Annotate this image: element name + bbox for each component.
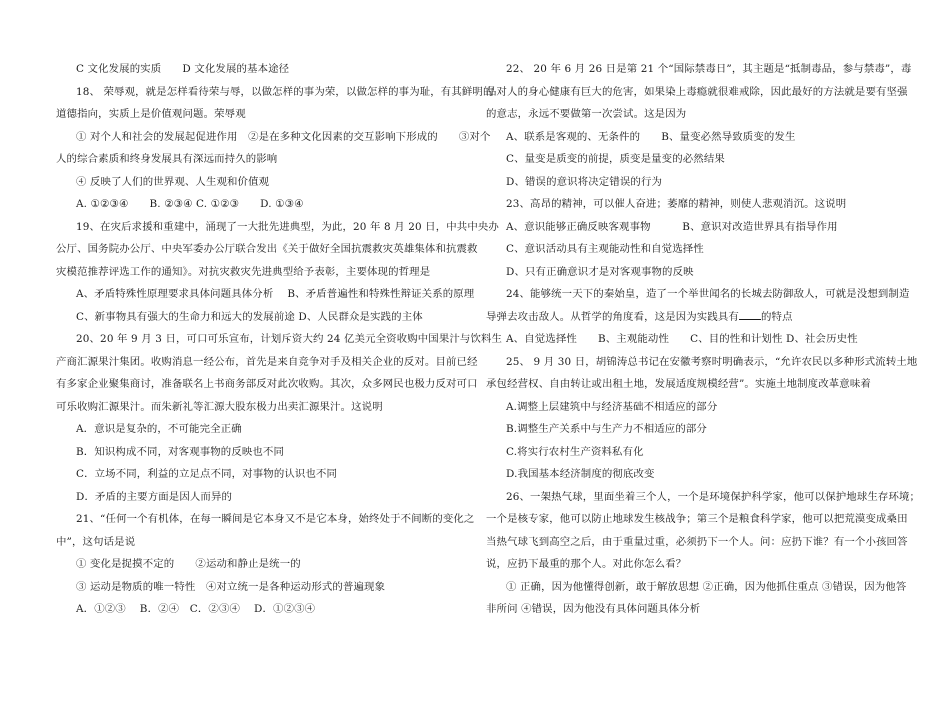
line-text: ① 对个人和社会的发展起促进作用 ②是在多种文化因素的交互影响下形成的 ③对个 [76,130,491,143]
line-text: C、意识活动具有主观能动性和自觉选择性 [506,243,704,255]
line-text: 中”，这句话是说 [56,535,136,548]
text-line [56,553,474,576]
line-text: A.调整上层建筑中与经济基础不相适应的部分 [506,400,718,413]
text-line [56,486,474,509]
line-text: ④ 反映了人们的世界观、人生观和价值观 [76,175,270,188]
line-text: 灾模范推荐评选工作的通知》。对抗灾救灾先进典型给予表彰，主要体现的哲理是 [56,265,431,278]
left-column [56,58,503,621]
line-text: 非所问 ④错误，因为他没有具体问题具体分析 [486,603,701,615]
answer-blank [739,309,761,320]
line-text: C、新事物具有强大的生命力和远大的发展前途 D、人民群众是实践的主体 [76,310,423,323]
line-text: D、错误的意识将决定错误的行为 [506,175,663,188]
line-text: A、自觉选择性 B、主观能动性 C、目的性和计划性 D、社会历史性 [506,333,858,345]
text-line [56,531,474,554]
text-line [486,148,904,171]
line-text: 可乐收购汇源果汁。而朱新礼等汇源大股东极力出卖汇源果汁。这说明 [56,400,383,413]
text-line [56,58,474,81]
line-text: 产商汇源果汁集团。收购消息一经公布，首先是来自竞争对手及相关企业的反对。目前已经 [56,355,478,368]
line-text: 25、 9 月 30 日，胡锦涛总书记在安徽考察时明确表示，“允许农民以多种形式流转土地 [506,355,918,368]
line-text: ① 变化是捉摸不定的 ②运动和静止是统一的 [76,558,301,570]
text-line [56,148,474,171]
right-column [486,58,921,621]
text-line [56,216,499,239]
text-line [486,171,904,194]
text-line [486,576,907,599]
text-line [486,216,904,239]
line-text: C.将实行农村生产资料私有化 [506,445,644,458]
line-text: 19、在灾后求援和重建中，涌现了一大批先进典型，为此，20 年 8 月 20 日，中共中央办 [76,220,499,233]
line-text: 说，应扔下最重的那个人。对此你怎么看？ [486,558,687,570]
text-line [486,373,904,396]
line-text: 22、 20 年 6 月 26 日是第 21 个“国际禁毒日”，其主题是“抵制毒品，参与禁毒”，毒 [506,63,912,75]
text-line [486,81,908,104]
text-line [486,598,904,621]
text-line [56,261,474,284]
line-text: 23、高昂的精神，可以催人奋进；萎靡的精神，则使人悲观消沉。这说明 [506,198,847,210]
text-line [486,306,904,329]
text-line [56,463,474,486]
text-line [486,441,904,464]
text-line [486,508,908,531]
line-text: 18、 荣辱观，就是怎样看待荣与辱，以做怎样的事为荣，以做怎样的事为耻，有其鲜明的 [76,85,494,98]
line-text: D.我国基本经济制度的彻底改变 [506,468,655,480]
text-line [56,598,474,621]
text-line [56,351,478,374]
text-line [56,126,491,149]
text-line [56,103,474,126]
text-line [486,396,904,419]
text-line [56,81,494,104]
text-line [486,328,904,351]
line-text: B．知识构成不同，对客观事物的反映也不同 [76,445,285,458]
line-text: 导弹去攻击敌人。从哲学的角度看，这是因为实践具有 [486,310,739,323]
text-line [56,576,474,599]
text-line [486,126,904,149]
line-text-after-blank: 的特点 [760,310,793,323]
line-text: C、量变是质变的前提，质变是量变的必然结果 [506,153,725,165]
line-text: ① 正确，因为他懂得创新，敢于解放思想 ②正确，因为他抓住重点 ③错误，因为他答 [506,580,907,593]
line-text: A、矛盾特殊性原理要求具体问题具体分析 B、矛盾普遍性和特殊性辩证关系的原理 [76,288,475,300]
line-text: 有多家企业聚集商讨，准备联名上书商务部反对此次收购。其次，众多网民也极力反对可口 [56,378,478,390]
line-text: 24、能够统一天下的秦始皇，造了一个举世闻名的长城去防御敌人，可就是没想到制造 [506,288,910,300]
line-text: 20、20 年 9 月 3 日，可口可乐宣布，计划斥资大约 24 亿美元全资收购中国果汁与饮料生 [76,333,503,345]
line-text: C．立场不同，利益的立足点不同，对事物的认识也不同 [76,468,338,480]
text-line [486,103,904,126]
text-line [486,553,904,576]
text-line [56,508,474,531]
line-text: ③ 运动是物质的唯一特性 ④对立统一是各种运动形式的普遍现象 [76,580,386,593]
line-text: B.调整生产关系中与生产力不相适应的部分 [506,423,707,435]
text-line [486,193,904,216]
line-text: A、联系是客观的、无条件的 B、量变必然导致质变的发生 [506,130,796,143]
text-line [56,328,503,351]
line-text: 道德指向，实质上是价值观问题。荣辱观 [56,108,246,120]
text-line [56,238,478,261]
text-line [486,463,904,486]
text-line [56,306,474,329]
text-line [486,531,908,554]
line-text: A. ①②③④ B. ②③④ C. ①②③ D. ①③④ [76,198,304,210]
line-text: A、意识能够正确反映客观事物 B、意识对改造世界具有指导作用 [506,220,838,233]
line-text: 公厅、国务院办公厅、中央军委办公厅联合发出《关于做好全国抗震救灾英雄集体和抗震救 [56,243,478,255]
text-line [486,283,910,306]
line-text: 人的综合素质和终身发展具有深远而持久的影响 [56,153,278,165]
text-line [56,283,474,306]
line-text: D、只有正确意识才是对客观事物的反映 [506,265,694,278]
line-text: 承包经营权、自由转让或出租土地，发展适度规模经营”。实施土地制度改革意味着 [486,378,871,390]
line-text: A．意识是复杂的，不可能完全正确 [76,423,242,435]
text-line [56,171,474,194]
line-text: 26、一架热气球，里面坐着三个人，一个是环境保护科学家，他可以保护地球生存环境； [506,490,921,503]
text-line [56,441,474,464]
text-line [486,58,912,81]
line-text: 一个是核专家，他可以防止地球发生核战争；第三个是粮食科学家，他可以把荒漠变成桑田 [486,513,908,525]
line-text: 当热气球飞到高空之后，由于重量过重，必须扔下一个人。问：应扔下谁？有一个小孩回答 [486,535,908,548]
text-line [56,373,478,396]
text-line [56,418,474,441]
line-text: 21、“任何一个有机体，在每一瞬间是它本身又不是它本身，始终处于不间断的变化之 [76,513,475,525]
line-text: A．①②③ B．②④ C．②③④ D．①②③④ [76,603,316,615]
text-line [486,486,921,509]
line-text: 的意志，永远不要做第一次尝试。这是因为 [486,108,687,120]
line-text: D．矛盾的主要方面是因人而异的 [76,490,233,503]
text-line [486,261,904,284]
text-line [486,238,904,261]
line-text: C 文化发展的实质 D 文化发展的基本途径 [76,63,290,75]
text-line [486,418,904,441]
text-line [486,351,918,374]
text-line [56,193,474,216]
text-line [56,396,474,419]
line-text: 品对人的身心健康有巨大的危害，如果染上毒瘾就很难戒除，因此最好的方法就是要有坚强 [486,85,908,98]
